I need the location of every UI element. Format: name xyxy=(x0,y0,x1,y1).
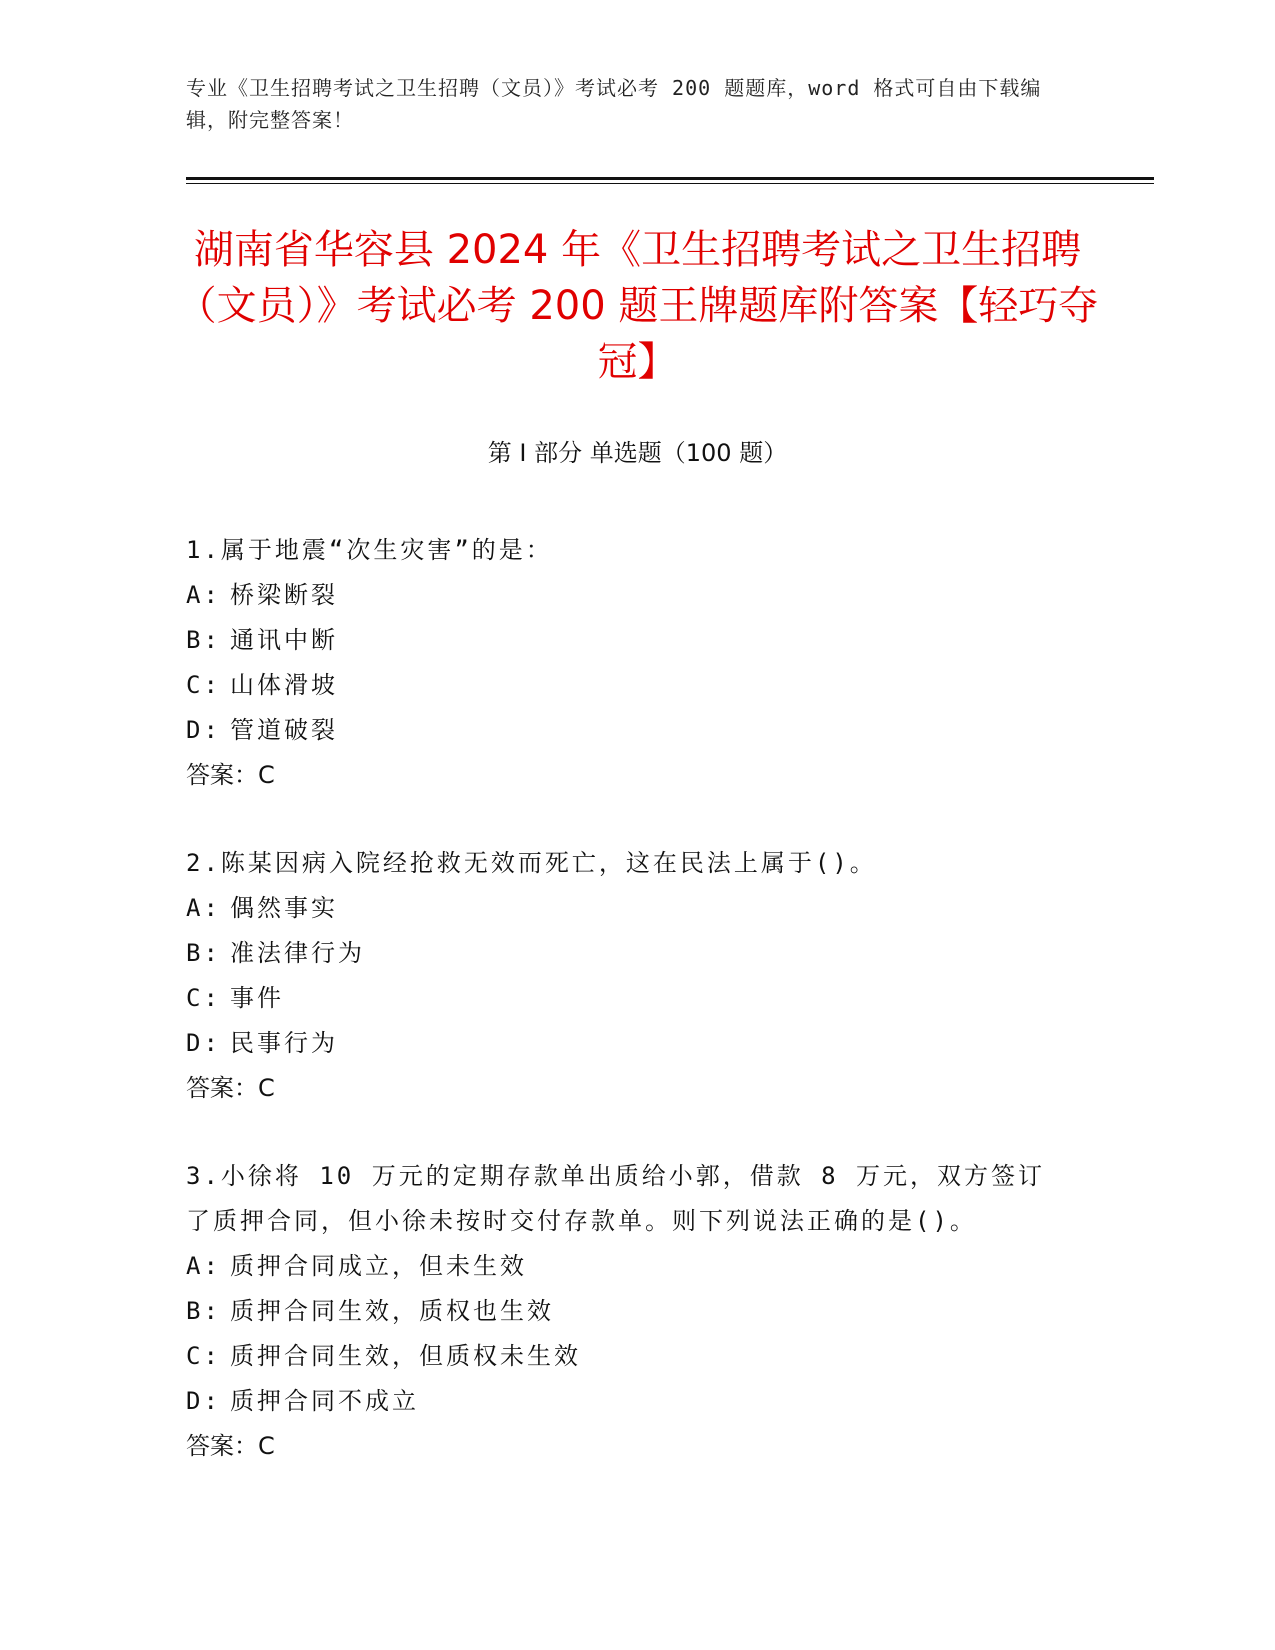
option-letter: B: xyxy=(186,1297,221,1325)
option-text: 管道破裂 xyxy=(230,716,338,744)
answer-line: 答案：C xyxy=(186,1432,275,1460)
answer-line: 答案：C xyxy=(186,761,275,789)
question-stem: 3.小徐将 10 万元的定期存款单出质给小郭，借款 8 万元，双方签订了质押合同，但小徐未按时交付存款单。则下列说法正确的是()。 xyxy=(186,1162,1046,1235)
option-b xyxy=(186,1289,1066,1334)
question-2 xyxy=(186,841,1066,1111)
option-text: 质押合同生效，质权也生效 xyxy=(230,1297,554,1325)
option-b xyxy=(186,931,1066,976)
option-letter: C: xyxy=(186,671,221,699)
option-c xyxy=(186,1334,1066,1379)
option-d xyxy=(186,708,1066,753)
option-d xyxy=(186,1021,1066,1066)
option-text: 质押合同成立，但未生效 xyxy=(230,1252,527,1280)
option-d xyxy=(186,1379,1066,1424)
option-b xyxy=(186,618,1066,663)
document-title: 湖南省华容县 2024 年《卫生招聘考试之卫生招聘（文员）》考试必考 200 题王牌题库附答案【轻巧夺冠】 xyxy=(176,227,1099,385)
answer-line: 答案：C xyxy=(186,1074,275,1102)
option-letter: B: xyxy=(186,626,221,654)
option-text: 通讯中断 xyxy=(230,626,338,654)
option-letter: B: xyxy=(186,939,221,967)
option-a xyxy=(186,573,1066,618)
option-text: 桥梁断裂 xyxy=(230,581,338,609)
option-text: 山体滑坡 xyxy=(230,671,338,699)
option-a xyxy=(186,1244,1066,1289)
question-3 xyxy=(186,1154,1066,1469)
header-note: 专业《卫生招聘考试之卫生招聘（文员）》考试必考 200 题题库，word 格式可自由下载编辑，附完整答案！ xyxy=(186,76,1042,132)
option-text: 质押合同不成立 xyxy=(230,1387,419,1415)
header-rule-thick xyxy=(186,177,1154,180)
option-text: 偶然事实 xyxy=(230,894,338,922)
question-1 xyxy=(186,528,1066,798)
option-text: 质押合同生效，但质权未生效 xyxy=(230,1342,581,1370)
option-c xyxy=(186,976,1066,1021)
option-text: 事件 xyxy=(230,984,284,1012)
option-letter: C: xyxy=(186,1342,221,1370)
option-letter: D: xyxy=(186,716,221,744)
option-a xyxy=(186,886,1066,931)
option-letter: A: xyxy=(186,894,221,922)
question-stem: 2.陈某因病入院经抢救无效而死亡，这在民法上属于()。 xyxy=(186,849,877,877)
option-letter: D: xyxy=(186,1029,221,1057)
question-list xyxy=(186,528,1066,1469)
question-stem: 1.属于地震“次生灾害”的是： xyxy=(186,536,553,564)
header-rule-thin xyxy=(186,183,1154,184)
option-letter: D: xyxy=(186,1387,221,1415)
option-letter: A: xyxy=(186,581,221,609)
option-text: 民事行为 xyxy=(230,1029,338,1057)
option-c xyxy=(186,663,1066,708)
option-letter: C: xyxy=(186,984,221,1012)
option-text: 准法律行为 xyxy=(230,939,365,967)
option-letter: A: xyxy=(186,1252,221,1280)
section-heading: 第 I 部分 单选题（100 题） xyxy=(487,439,788,467)
